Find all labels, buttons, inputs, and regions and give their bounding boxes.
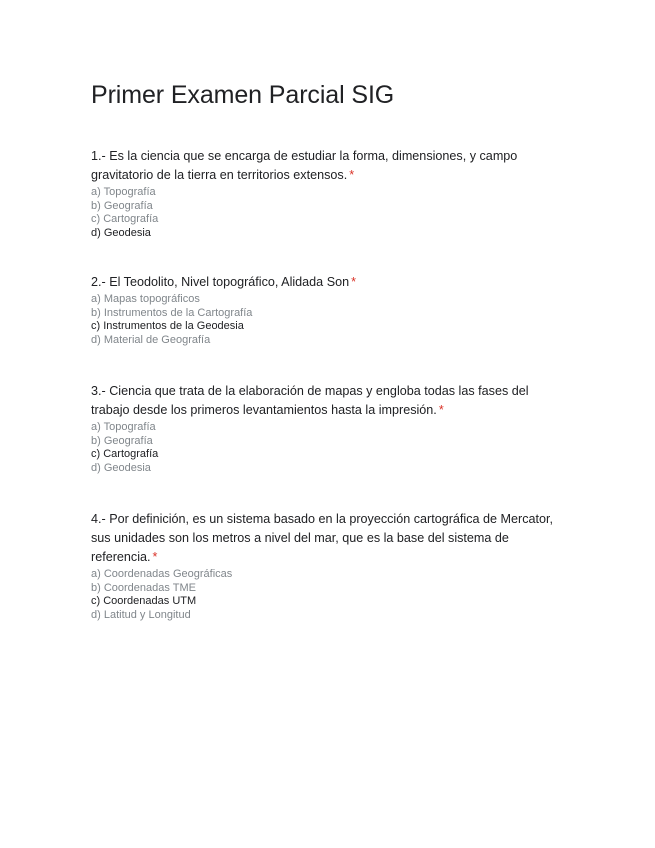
question-1 [91,147,561,240]
required-asterisk: * [438,403,444,417]
question-4-text: 4.- Por definición, es un sistema basado en la proyección cartográfica de Mercator, sus unidades son los metros a nivel del mar, que es la base del sistema de referencia. [91,512,554,564]
option-c[interactable]: c) Coordenadas UTM [91,595,197,607]
question-3-text: 3.- Ciencia que trata de la elaboración de mapas y engloba todas las fases del trabajo desde los primeros levantamientos hasta la impresión. [91,384,529,417]
option-b[interactable]: b) Instrumentos de la Cartografía [91,306,253,319]
option-b[interactable]: b) Geografía [91,434,153,447]
question-text [91,510,561,567]
question-3 [91,382,561,475]
question-1-text: 1.- Es la ciencia que se encarga de estudiar la forma, dimensiones, y campo gravitatorio de la tierra en territorios extensos. [91,149,518,182]
option-a[interactable]: a) Topografía [91,421,156,433]
option-c[interactable]: c) Cartografía [91,213,159,225]
option-d[interactable]: d) Geodesia [91,461,151,474]
question-text [91,382,561,420]
option-d[interactable]: d) Material de Geografía [91,333,211,346]
question-2 [91,273,561,347]
option-c[interactable]: c) Cartografía [91,448,159,460]
option-a[interactable]: a) Mapas topográficos [91,293,200,305]
answer-options [91,568,561,622]
option-b[interactable]: b) Coordenadas TME [91,581,196,594]
option-d[interactable]: d) Latitud y Longitud [91,608,191,621]
option-a[interactable]: a) Coordenadas Geográficas [91,568,233,580]
answer-options [91,421,561,475]
option-a[interactable]: a) Topografía [91,186,156,198]
question-2-text: 2.- El Teodolito, Nivel topográfico, Alidada Son [91,275,350,289]
option-c[interactable]: c) Instrumentos de la Geodesia [91,320,244,332]
question-text [91,147,561,185]
option-b[interactable]: b) Geografía [91,199,153,212]
answer-options [91,293,561,347]
question-text [91,273,561,292]
page-title: Primer Examen Parcial SIG [91,81,395,109]
option-d[interactable]: d) Geodesia [91,226,151,239]
question-4 [91,510,561,622]
required-asterisk: * [152,550,158,564]
required-asterisk: * [351,275,357,289]
answer-options [91,186,561,240]
required-asterisk: * [349,168,355,182]
